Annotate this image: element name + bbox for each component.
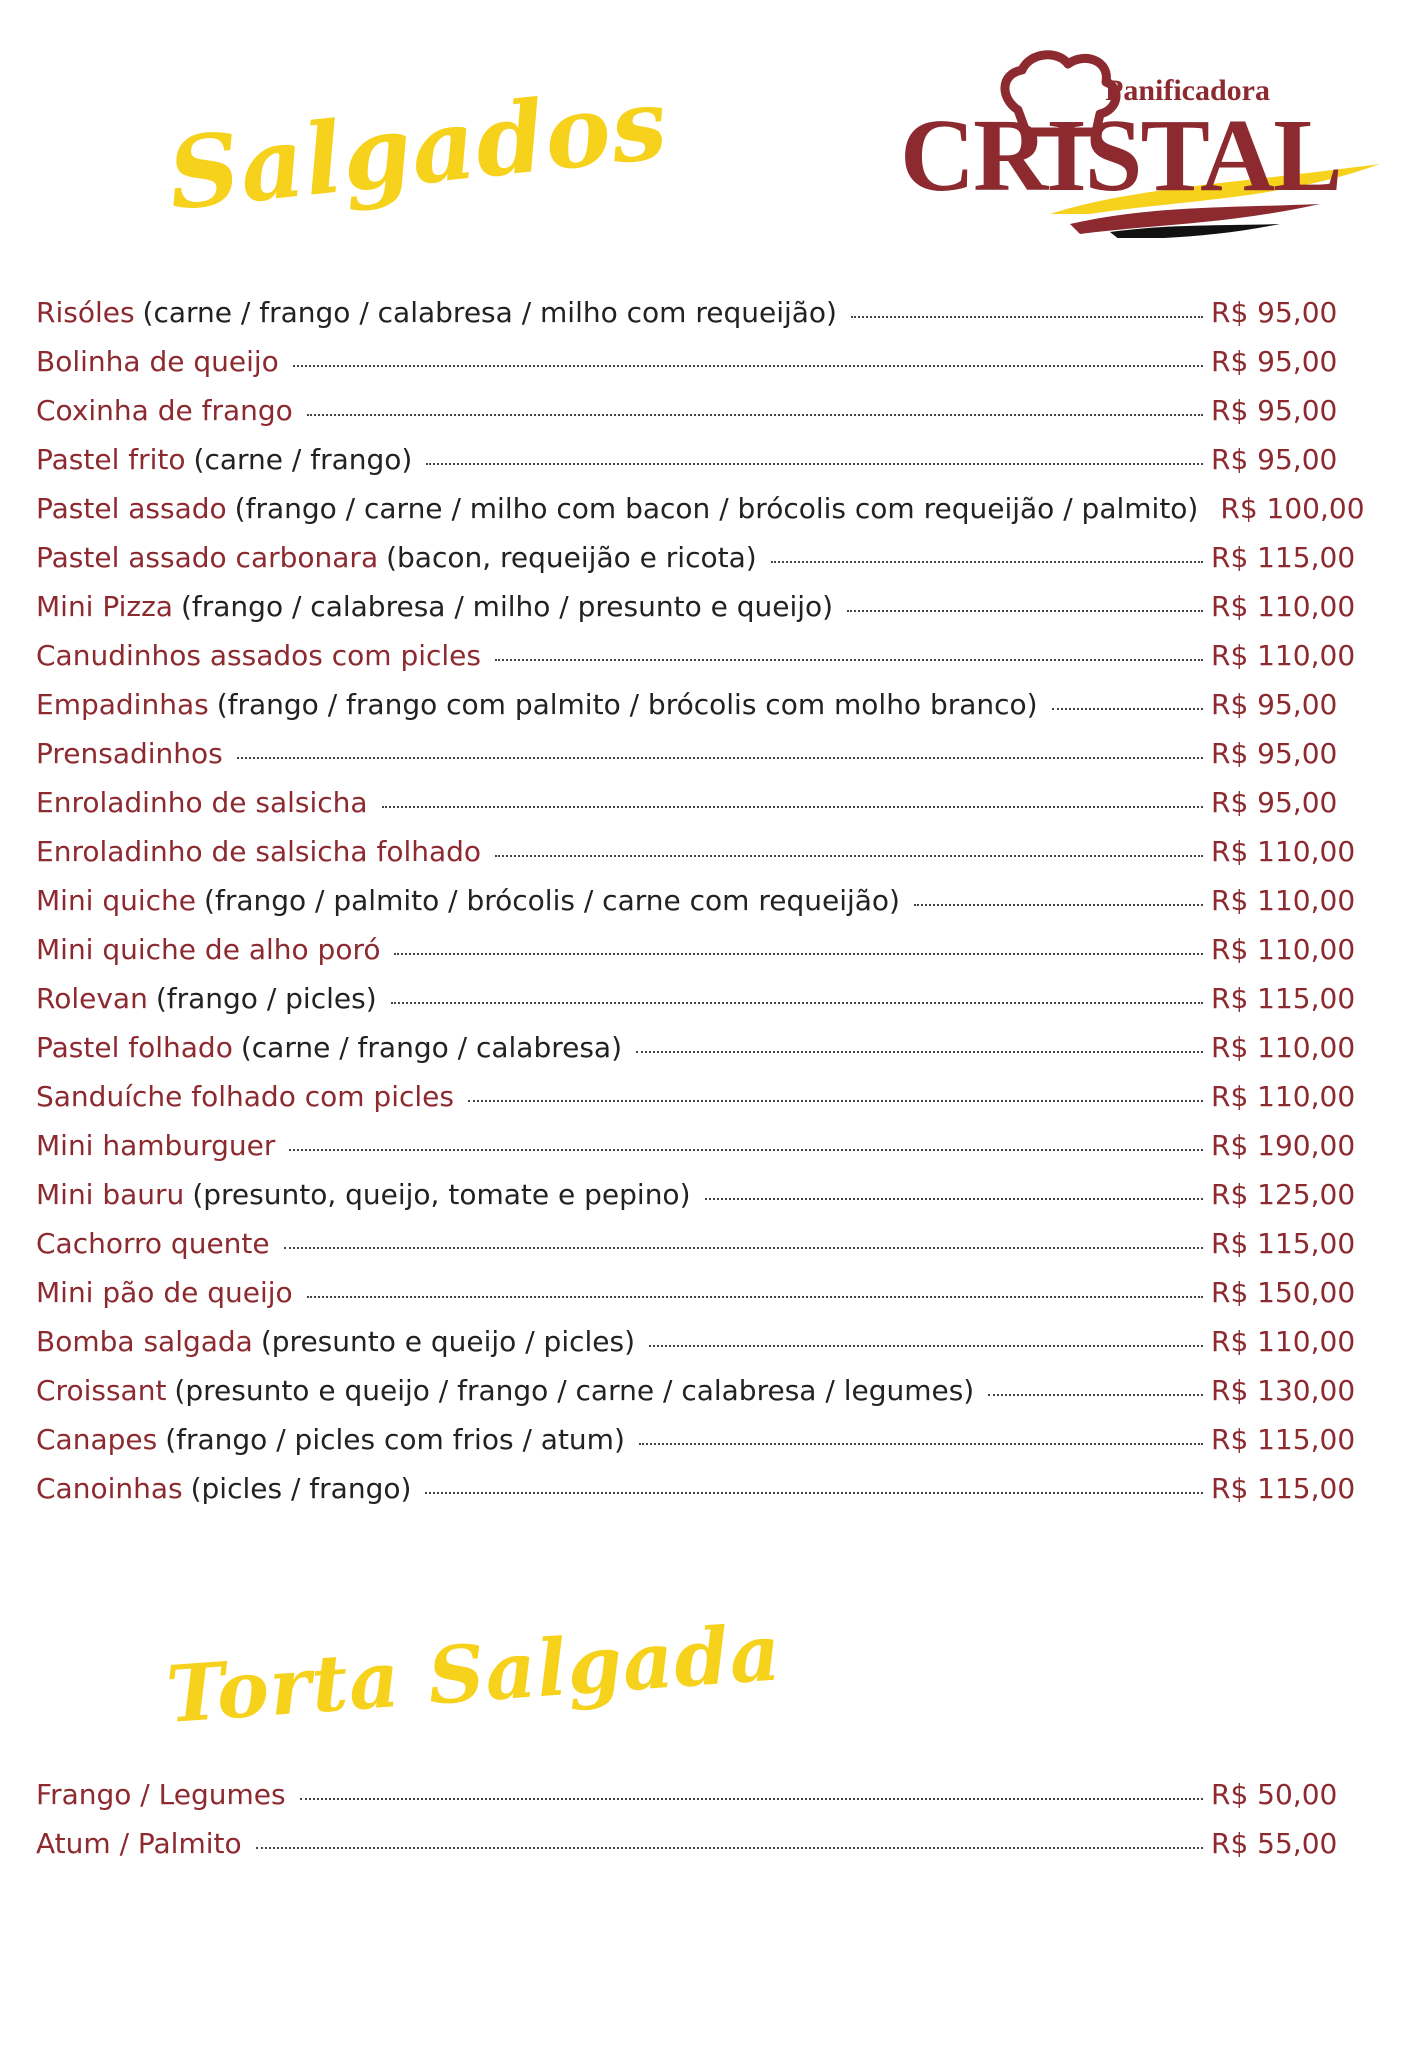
- menu-item: [36, 884, 1356, 933]
- menu-item: [36, 737, 1346, 786]
- menu-item-name: Empadinhas: [36, 688, 209, 721]
- menu-item-description: (picles / frango): [190, 1472, 412, 1505]
- menu-item-price: R$ 55,00: [1211, 1827, 1338, 1860]
- menu-item: [36, 443, 1346, 492]
- menu-item-name: Pastel folhado: [36, 1031, 233, 1064]
- menu-item-description: (frango / palmito / brócolis / carne com requeijão): [204, 884, 900, 917]
- menu-item-name: Atum / Palmito: [36, 1827, 242, 1860]
- menu-item: [36, 394, 1346, 443]
- menu-item: [36, 1423, 1356, 1472]
- menu-item: [36, 1129, 1356, 1178]
- menu-item-price: R$ 110,00: [1211, 933, 1356, 966]
- menu-item: [36, 1778, 1346, 1827]
- menu-item-name: Mini quiche: [36, 884, 197, 917]
- dot-leader: [988, 1393, 1203, 1396]
- menu-item-price: R$ 110,00: [1211, 590, 1356, 623]
- menu-item-price: R$ 115,00: [1211, 982, 1356, 1015]
- menu-item-description: (frango / frango com palmito / brócolis com molho branco): [216, 688, 1038, 721]
- menu-item-price: R$ 95,00: [1211, 345, 1338, 378]
- dot-leader: [847, 609, 1203, 612]
- menu-item-description: (bacon, requeijão e ricota): [386, 541, 757, 574]
- menu-item-name: Enroladinho de salsicha: [36, 786, 368, 819]
- section-title-salgados: Salgados: [162, 66, 673, 234]
- menu-item-name: Mini hamburguer: [36, 1129, 276, 1162]
- menu-item: [36, 1031, 1356, 1080]
- menu-item-price: R$ 50,00: [1211, 1778, 1338, 1811]
- menu-item: [36, 492, 1365, 541]
- dot-leader: [914, 903, 1203, 906]
- dot-leader: [391, 1001, 1203, 1004]
- menu-item-price: R$ 110,00: [1211, 835, 1356, 868]
- menu-item-name: Pastel assado carbonara: [36, 541, 379, 574]
- menu-item-price: R$ 95,00: [1211, 737, 1338, 770]
- menu-item-name: Pastel assado: [36, 492, 227, 525]
- menu-list-salgados: [36, 296, 1365, 1521]
- menu-item: [36, 1374, 1356, 1423]
- menu-item-price: R$ 110,00: [1211, 639, 1356, 672]
- dot-leader: [851, 315, 1203, 318]
- menu-item-name: Mini pão de queijo: [36, 1276, 293, 1309]
- menu-item: [36, 1472, 1356, 1521]
- dot-leader: [307, 413, 1203, 416]
- menu-item: [36, 296, 1346, 345]
- menu-item-name: Bomba salgada: [36, 1325, 253, 1358]
- menu-item-name: Enroladinho de salsicha folhado: [36, 835, 482, 868]
- menu-item-description: (presunto e queijo / picles): [260, 1325, 636, 1358]
- dot-leader: [300, 1797, 1203, 1800]
- menu-item-name: Sanduíche folhado com picles: [36, 1080, 454, 1113]
- menu-item-name: Mini Pizza: [36, 590, 173, 623]
- dot-leader: [289, 1148, 1203, 1151]
- dot-leader: [307, 1295, 1203, 1298]
- dot-leader: [382, 805, 1203, 808]
- dot-leader: [639, 1442, 1203, 1445]
- menu-item: [36, 639, 1356, 688]
- dot-leader: [636, 1050, 1203, 1053]
- menu-item-name: Pastel frito: [36, 443, 186, 476]
- menu-item: [36, 688, 1346, 737]
- section-title-torta-salgada: Torta Salgada: [163, 1607, 785, 1741]
- menu-item-price: R$ 110,00: [1211, 1031, 1356, 1064]
- menu-item-name: Risóles: [36, 296, 135, 329]
- menu-item: [36, 786, 1346, 835]
- dot-leader: [425, 1491, 1203, 1494]
- menu-item-name: Cachorro quente: [36, 1227, 270, 1260]
- menu-item-name: Rolevan: [36, 982, 148, 1015]
- menu-item-name: Frango / Legumes: [36, 1778, 286, 1811]
- menu-item: [36, 933, 1356, 982]
- menu-item-price: R$ 110,00: [1211, 1325, 1356, 1358]
- menu-item-price: R$ 100,00: [1220, 492, 1365, 525]
- dot-leader: [256, 1846, 1203, 1849]
- menu-item: [36, 835, 1356, 884]
- menu-item: [36, 590, 1356, 639]
- dot-leader: [771, 560, 1203, 563]
- menu-item-name: Canapes: [36, 1423, 158, 1456]
- menu-item: [36, 345, 1346, 394]
- menu-item-description: (frango / carne / milho com bacon / brócolis com requeijão / palmito): [234, 492, 1199, 525]
- menu-item-name: Canoinhas: [36, 1472, 183, 1505]
- dot-leader: [284, 1246, 1203, 1249]
- brand-subtitle: Panificadora: [1105, 74, 1270, 107]
- dot-leader: [237, 756, 1203, 759]
- menu-item-price: R$ 115,00: [1211, 541, 1356, 574]
- menu-item-price: R$ 110,00: [1211, 1080, 1356, 1113]
- menu-item-price: R$ 115,00: [1211, 1472, 1356, 1505]
- menu-item-description: (frango / picles com frios / atum): [165, 1423, 625, 1456]
- menu-item-price: R$ 130,00: [1211, 1374, 1356, 1407]
- menu-item-price: R$ 115,00: [1211, 1227, 1356, 1260]
- menu-item-price: R$ 95,00: [1211, 296, 1338, 329]
- menu-item: [36, 1178, 1356, 1227]
- menu-item-name: Bolinha de queijo: [36, 345, 279, 378]
- menu-item-description: (frango / picles): [155, 982, 377, 1015]
- menu-item-price: R$ 95,00: [1211, 443, 1338, 476]
- menu-item-name: Mini bauru: [36, 1178, 185, 1211]
- menu-item-name: Croissant: [36, 1374, 167, 1407]
- menu-item-price: R$ 110,00: [1211, 884, 1356, 917]
- menu-item-description: (carne / frango): [193, 443, 413, 476]
- dot-leader: [468, 1099, 1203, 1102]
- menu-item-description: (carne / frango / calabresa / milho com requeijão): [142, 296, 837, 329]
- menu-item: [36, 982, 1356, 1031]
- menu-item-price: R$ 125,00: [1211, 1178, 1356, 1211]
- menu-item-description: (presunto e queijo / frango / carne / calabresa / legumes): [174, 1374, 975, 1407]
- brand-name: CRISTAL: [900, 98, 1341, 213]
- menu-item-description: (frango / calabresa / milho / presunto e queijo): [180, 590, 834, 623]
- menu-item: [36, 1080, 1356, 1129]
- dot-leader: [705, 1197, 1204, 1200]
- menu-item: [36, 1227, 1356, 1276]
- dot-leader: [426, 462, 1203, 465]
- brand-logo: [900, 38, 1380, 238]
- menu-item: [36, 1276, 1356, 1325]
- menu-item-name: Canudinhos assados com picles: [36, 639, 481, 672]
- dot-leader: [394, 952, 1203, 955]
- menu-item-price: R$ 115,00: [1211, 1423, 1356, 1456]
- menu-item-description: (carne / frango / calabresa): [240, 1031, 623, 1064]
- menu-item-price: R$ 190,00: [1211, 1129, 1356, 1162]
- menu-item: [36, 1827, 1346, 1876]
- menu-item-price: R$ 150,00: [1211, 1276, 1356, 1309]
- menu-item-price: R$ 95,00: [1211, 786, 1338, 819]
- menu-item-name: Coxinha de frango: [36, 394, 293, 427]
- menu-item: [36, 1325, 1356, 1374]
- menu-item-name: Mini quiche de alho poró: [36, 933, 381, 966]
- dot-leader: [495, 658, 1203, 661]
- menu-item-description: (presunto, queijo, tomate e pepino): [192, 1178, 691, 1211]
- menu-item-price: R$ 95,00: [1211, 688, 1338, 721]
- dot-leader: [495, 854, 1203, 857]
- menu-item-price: R$ 95,00: [1211, 394, 1338, 427]
- menu-item-name: Prensadinhos: [36, 737, 223, 770]
- dot-leader: [293, 364, 1203, 367]
- dot-leader: [1052, 707, 1203, 710]
- dot-leader: [649, 1344, 1203, 1347]
- menu-list-torta-salgada: [36, 1778, 1346, 1876]
- menu-item: [36, 541, 1356, 590]
